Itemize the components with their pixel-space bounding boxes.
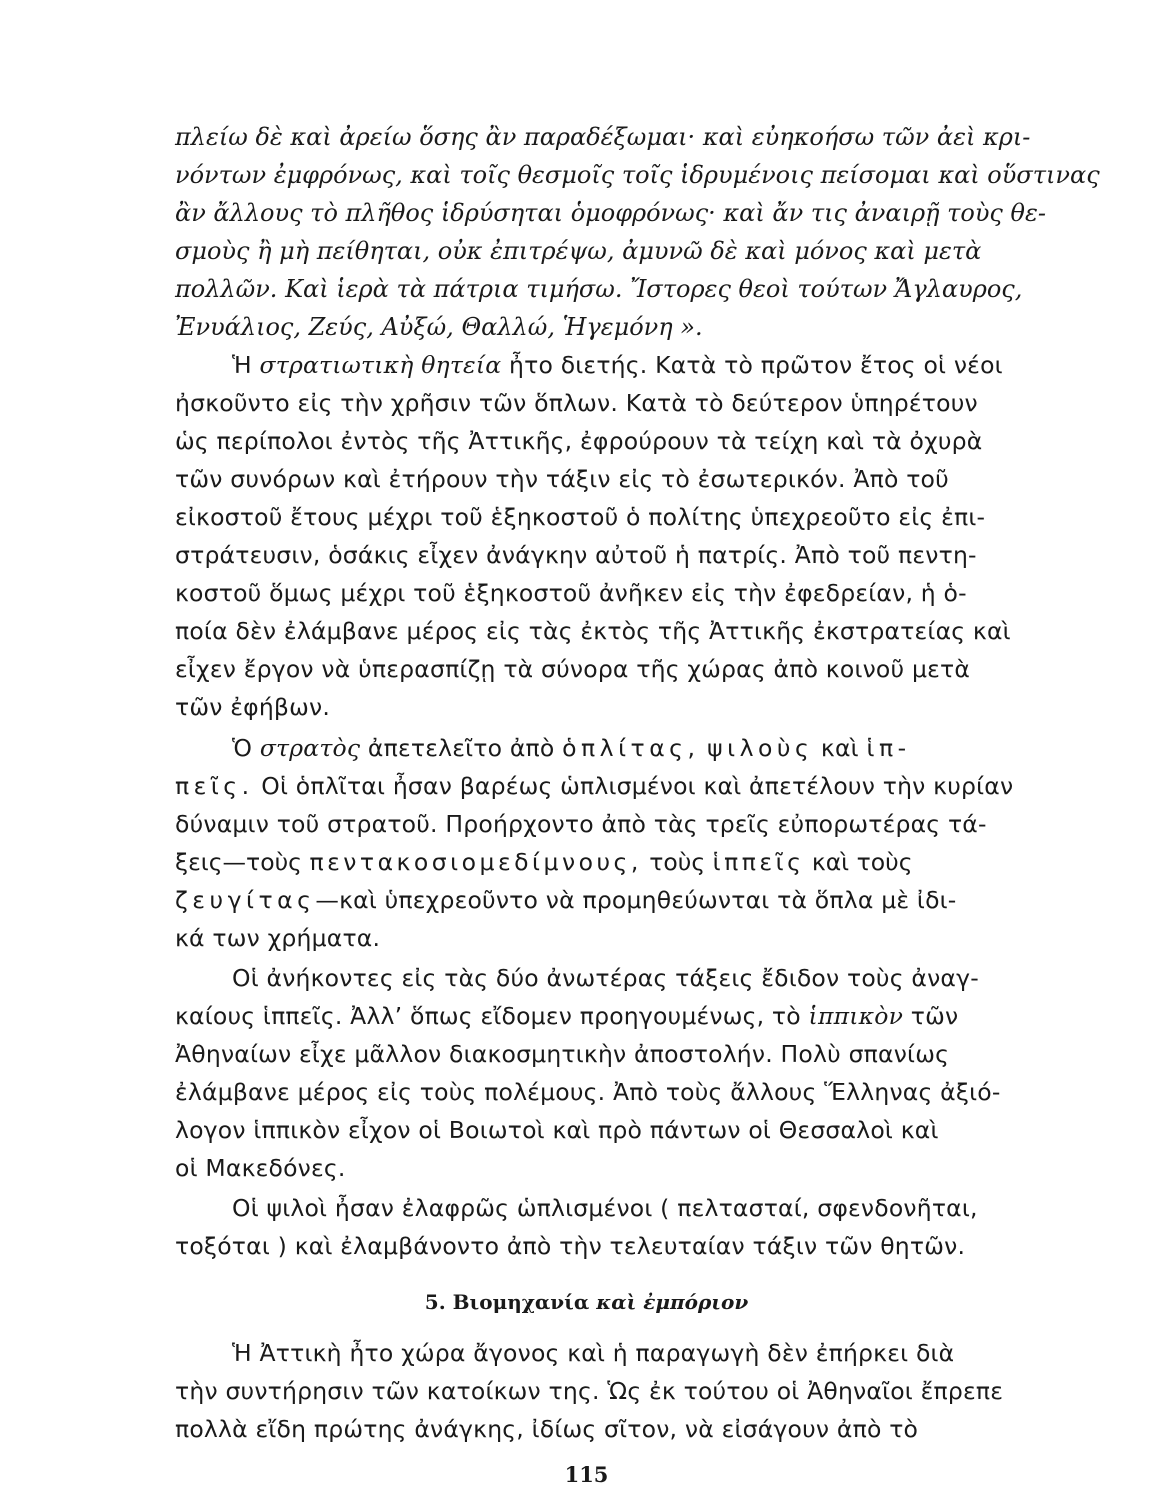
paragraph-line: Οἱ ψιλοὶ ἦσαν ἐλαφρῶς ὡπλισμένοι ( πελτασταί, σφενδονῆται, <box>232 1194 978 1222</box>
oath-line: σμοὺς ἢ μὴ πείθηται, οὐκ ἐπιτρέψω, ἀμυνῶ δὲ καὶ μόνος καὶ μετὰ <box>175 237 982 265</box>
page-number: 115 <box>564 1462 609 1487</box>
spaced-term: πεντακοσιομεδίμνους, <box>309 848 642 876</box>
paragraph-line: Ὁ στρατὸς ἀπετελεῖτο ἀπὸ ὁπλίτας, ψιλοὺς καὶ ἱπ- <box>232 734 911 762</box>
paragraph-line: Οἱ ἀνήκοντες εἰς τὰς δύο ἀνωτέρας τάξεις ἔδιδον τοὺς ἀναγ- <box>232 964 979 992</box>
oath-line: πολλῶν. Καὶ ἱερὰ τὰ πάτρια τιμήσω. Ἴστορες θεοὶ τούτων Ἄγλαυρος, <box>175 275 1023 303</box>
paragraph-line: Ἡ Ἀττικὴ ἦτο χώρα ἄγονος καὶ ἡ παραγωγὴ δὲν ἐπήρκει διὰ <box>232 1339 955 1367</box>
paragraph-line: κά των χρήματα. <box>175 924 381 952</box>
section-heading: 5. Βιομηχανία καὶ ἐμπόριον <box>424 1290 749 1314</box>
paragraph-line: εἰκοστοῦ ἔτους μέχρι τοῦ ἑξηκοστοῦ ὁ πολίτης ὑπεχρεοῦτο εἰς ἐπι- <box>175 503 986 531</box>
oath-line: νόντων ἐμφρόνως, καὶ τοῖς θεσμοῖς τοῖς ἱδρυμένοις πείσομαι καὶ οὕστινας <box>175 161 1100 189</box>
paragraph-line: λογον ἱππικὸν εἶχον οἱ Βοιωτοὶ καὶ πρὸ πάντων οἱ Θεσσαλοὶ καὶ <box>175 1116 939 1144</box>
paragraph-line: πολλὰ εἴδη πρώτης ἀνάγκης, ἰδίως σῖτον, νὰ εἰσάγουν ἀπὸ τὸ <box>175 1415 919 1443</box>
paragraph-line: τῶν συνόρων καὶ ἐτήρουν τὴν τάξιν εἰς τὸ ἐσωτερικόν. Ἀπὸ τοῦ <box>175 465 949 493</box>
paragraph-line: ὡς περίπολοι ἐντὸς τῆς Ἀττικῆς, ἐφρούρουν τὰ τείχη καὶ τὰ ὀχυρὰ <box>175 427 983 455</box>
term-emphasis: ἱππικὸν <box>808 1002 904 1030</box>
spaced-term: ψιλοὺς <box>707 734 814 762</box>
spaced-term: ὁπλίτας, <box>562 734 700 762</box>
paragraph-line: τὴν συντήρησιν τῶν κατοίκων της. Ὡς ἐκ τούτου οἱ Ἀθηναῖοι ἔπρεπε <box>175 1377 1004 1405</box>
paragraph-line: τῶν ἐφήβων. <box>175 693 330 721</box>
paragraph-line: οἱ Μακεδόνες. <box>175 1154 346 1182</box>
paragraph-line: δύναμιν τοῦ στρατοῦ. Προήρχοντο ἀπὸ τὰς τρεῖς εὐπορωτέρας τά- <box>175 810 987 838</box>
spaced-term: ζευγίτας <box>175 886 316 914</box>
spaced-term: ἱπ- <box>866 734 911 762</box>
term-emphasis: στρατιωτικὴ θητεία <box>259 351 502 379</box>
paragraph-line: ἐλάμβανε μέρος εἰς τοὺς πολέμους. Ἀπὸ τοὺς ἄλλους Ἕλληνας ἀξιό- <box>175 1078 1001 1106</box>
paragraph-line: καίους ἱππεῖς. Ἀλλ’ ὅπως εἴδομεν προηγουμένως, τὸ ἱππικὸν τῶν <box>175 1002 959 1030</box>
paragraph-line: τοξόται ) καὶ ἐλαμβάνοντο ἀπὸ τὴν τελευταίαν τάξιν τῶν θητῶν. <box>175 1232 966 1260</box>
paragraph-line: Ἀθηναίων εἶχε μᾶλλον διακοσμητικὴν ἀποστολήν. Πολὺ σπανίως <box>175 1040 950 1068</box>
oath-line: ἂν ἄλλους τὸ πλῆθος ἱδρύσηται ὁμοφρόνως· καὶ ἄν τις ἀναιρῇ τοὺς θε- <box>175 199 1046 227</box>
spaced-term: πεῖς. <box>175 772 254 800</box>
paragraph-line: ἠσκοῦντο εἰς τὴν χρῆσιν τῶν ὅπλων. Κατὰ τὸ δεύτερον ὑπηρέτουν <box>175 389 978 417</box>
paragraph-line: ξεις—τοὺς πεντακοσιομεδίμνους, τοὺς ἱππεῖς καὶ τοὺς <box>175 848 913 876</box>
oath-line: Ἐνυάλιος, Ζεύς, Αὐξώ, Θαλλώ, Ἡγεμόνη ». <box>175 313 703 341</box>
paragraph-line: ζευγίτας—καὶ ὑπεχρεοῦντο νὰ προμηθεύωνται τὰ ὅπλα μὲ ἰδι- <box>175 886 957 914</box>
paragraph-line: στράτευσιν, ὁσάκις εἶχεν ἀνάγκην αὐτοῦ ἡ πατρίς. Ἀπὸ τοῦ πεντη- <box>175 541 977 569</box>
term-emphasis: στρατὸς <box>259 734 361 762</box>
paragraph-line: ποία δὲν ἐλάμβανε μέρος εἰς τὰς ἐκτὸς τῆς Ἀττικῆς ἐκστρατείας καὶ <box>175 617 1011 645</box>
spaced-term: ἱππεῖς <box>712 848 805 876</box>
paragraph-line: Ἡ στρατιωτικὴ θητεία ἦτο διετής. Κατὰ τὸ πρῶτον ἔτος οἱ νέοι <box>232 351 1003 379</box>
oath-line: πλείω δὲ καὶ ἀρείω ὅσης ἂν παραδέξωμαι· καὶ εὐηκοήσω τῶν ἀεὶ κρι- <box>175 123 1031 151</box>
paragraph-line: εἶχεν ἔργον νὰ ὑπερασπίζῃ τὰ σύνορα τῆς χώρας ἀπὸ κοινοῦ μετὰ <box>175 655 971 683</box>
paragraph-line: πεῖς. Οἱ ὁπλῖται ἦσαν βαρέως ὡπλισμένοι καὶ ἀπετέλουν τὴν κυρίαν <box>175 772 1014 800</box>
paragraph-line: κοστοῦ ὅμως μέχρι τοῦ ἑξηκοστοῦ ἀνῆκεν εἰς τὴν ἐφεδρείαν, ἡ ὁ- <box>175 579 967 607</box>
